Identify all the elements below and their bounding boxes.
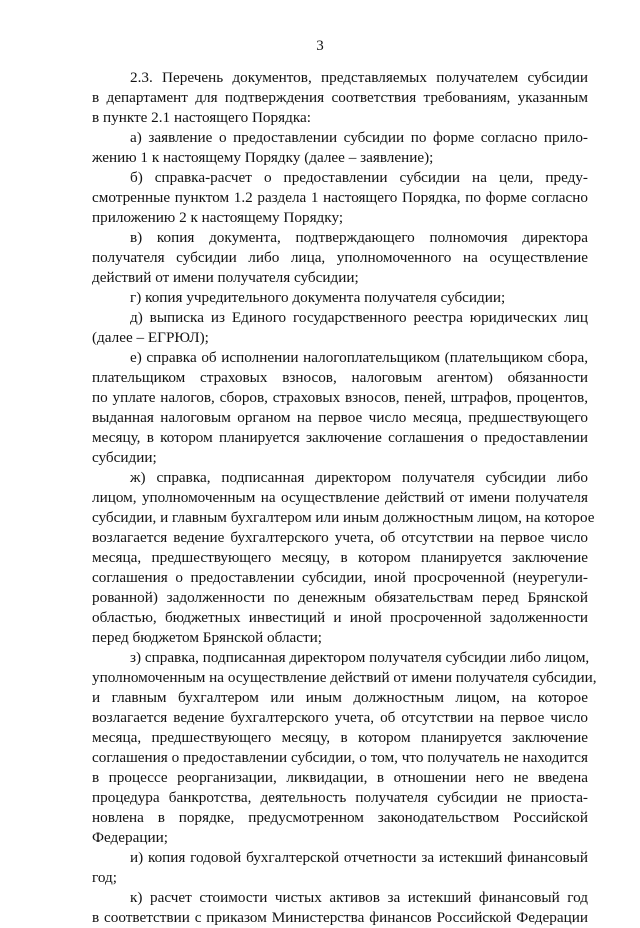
text-line: в пункте 2.1 настоящего Порядка:: [92, 109, 311, 126]
text-line: процедура банкротства, деятельность получателя субсидии не приоста-: [92, 789, 588, 806]
text-line: выданная налоговым органом на первое число месяца, предшествующего: [92, 409, 588, 426]
text-line: новлена в порядке, предусмотренном законодательством Российской: [92, 809, 588, 826]
text-line: Федерации;: [92, 829, 168, 846]
text-line: (далее – ЕГРЮЛ);: [92, 329, 209, 346]
text-line: в департамент для подтверждения соответствия требованиям, указанным: [92, 89, 588, 106]
text-line: а) заявление о предоставлении субсидии по форме согласно прило-: [130, 129, 588, 146]
text-line: лицом, уполномоченным на осуществление действий от имени получателя: [92, 489, 588, 506]
text-line: субсидии;: [92, 449, 157, 466]
document-body: [92, 68, 597, 928]
text-line: соглашения о предоставлении субсидии, о том, что получатель не находится: [92, 749, 588, 766]
text-line: месяцу, в котором планируется заключение соглашения о предоставлении: [92, 429, 588, 446]
text-line: б) справка-расчет о предоставлении субсидии на цели, преду-: [130, 169, 588, 186]
text-line: приложению 2 к настоящему Порядку;: [92, 209, 344, 226]
text-line: уполномоченным на осуществление действий от имени получателя субсидии,: [92, 669, 597, 686]
text-line: к) расчет стоимости чистых активов за истекший финансовый год: [130, 889, 588, 906]
text-line: получателя субсидии либо лица, уполномоченного на осуществление: [92, 249, 588, 266]
text-line: год;: [92, 869, 117, 886]
text-line: в) копия документа, подтверждающего полномочия директора: [130, 229, 588, 246]
text-line: возлагается ведение бухгалтерского учета, об отсутствии на первое число: [92, 529, 588, 546]
text-line: з) справка, подписанная директором получателя субсидии либо лицом,: [130, 649, 590, 666]
text-line: плательщиком страховых взносов, налоговым агентом) обязанности: [92, 369, 588, 386]
text-line: перед бюджетом Брянской области;: [92, 629, 323, 646]
text-line: и главным бухгалтером или иным должностным лицом, на которое: [92, 689, 588, 706]
text-line: д) выписка из Единого государственного реестра юридических лиц: [130, 309, 588, 326]
text-line: возлагается ведение бухгалтерского учета, об отсутствии на первое число: [92, 709, 588, 726]
text-line: и) копия годовой бухгалтерской отчетности за истекший финансовый: [130, 849, 588, 866]
text-line: действий от имени получателя субсидии;: [92, 269, 359, 286]
text-line: в соответствии с приказом Министерства финансов Российской Федерации: [92, 909, 588, 926]
text-line: 2.3. Перечень документов, представляемых получателем субсидии: [130, 69, 588, 86]
text-line: рованной) задолженности по денежным обязательствам перед Брянской: [92, 589, 588, 606]
text-line: субсидии, и главным бухгалтером или иным должностным лицом, на которое: [92, 509, 595, 526]
text-line: в процессе реорганизации, ликвидации, в отношении него не введена: [92, 769, 588, 786]
text-line: ж) справка, подписанная директором получателя субсидии либо: [130, 469, 588, 486]
text-line: по уплате налогов, сборов, страховых взносов, пеней, штрафов, процентов,: [92, 389, 588, 406]
text-line: областью, бюджетных инвестиций и иной просроченной задолженности: [92, 609, 588, 626]
text-line: е) справка об исполнении налогоплательщиком (плательщиком сбора,: [130, 349, 588, 366]
page-number: 3: [316, 38, 324, 54]
text-line: соглашения о предоставлении субсидии, иной просроченной (неурегули-: [92, 569, 588, 586]
text-line: смотренные пунктом 1.2 раздела 1 настоящего Порядка, по форме согласно: [92, 189, 588, 206]
text-line: жению 1 к настоящему Порядку (далее – заявление);: [92, 149, 434, 166]
text-line: месяца, предшествующего месяцу, в котором планируется заключение: [92, 549, 588, 566]
text-line: г) копия учредительного документа получателя субсидии;: [130, 289, 506, 306]
text-line: месяца, предшествующего месяцу, в котором планируется заключение: [92, 729, 588, 746]
